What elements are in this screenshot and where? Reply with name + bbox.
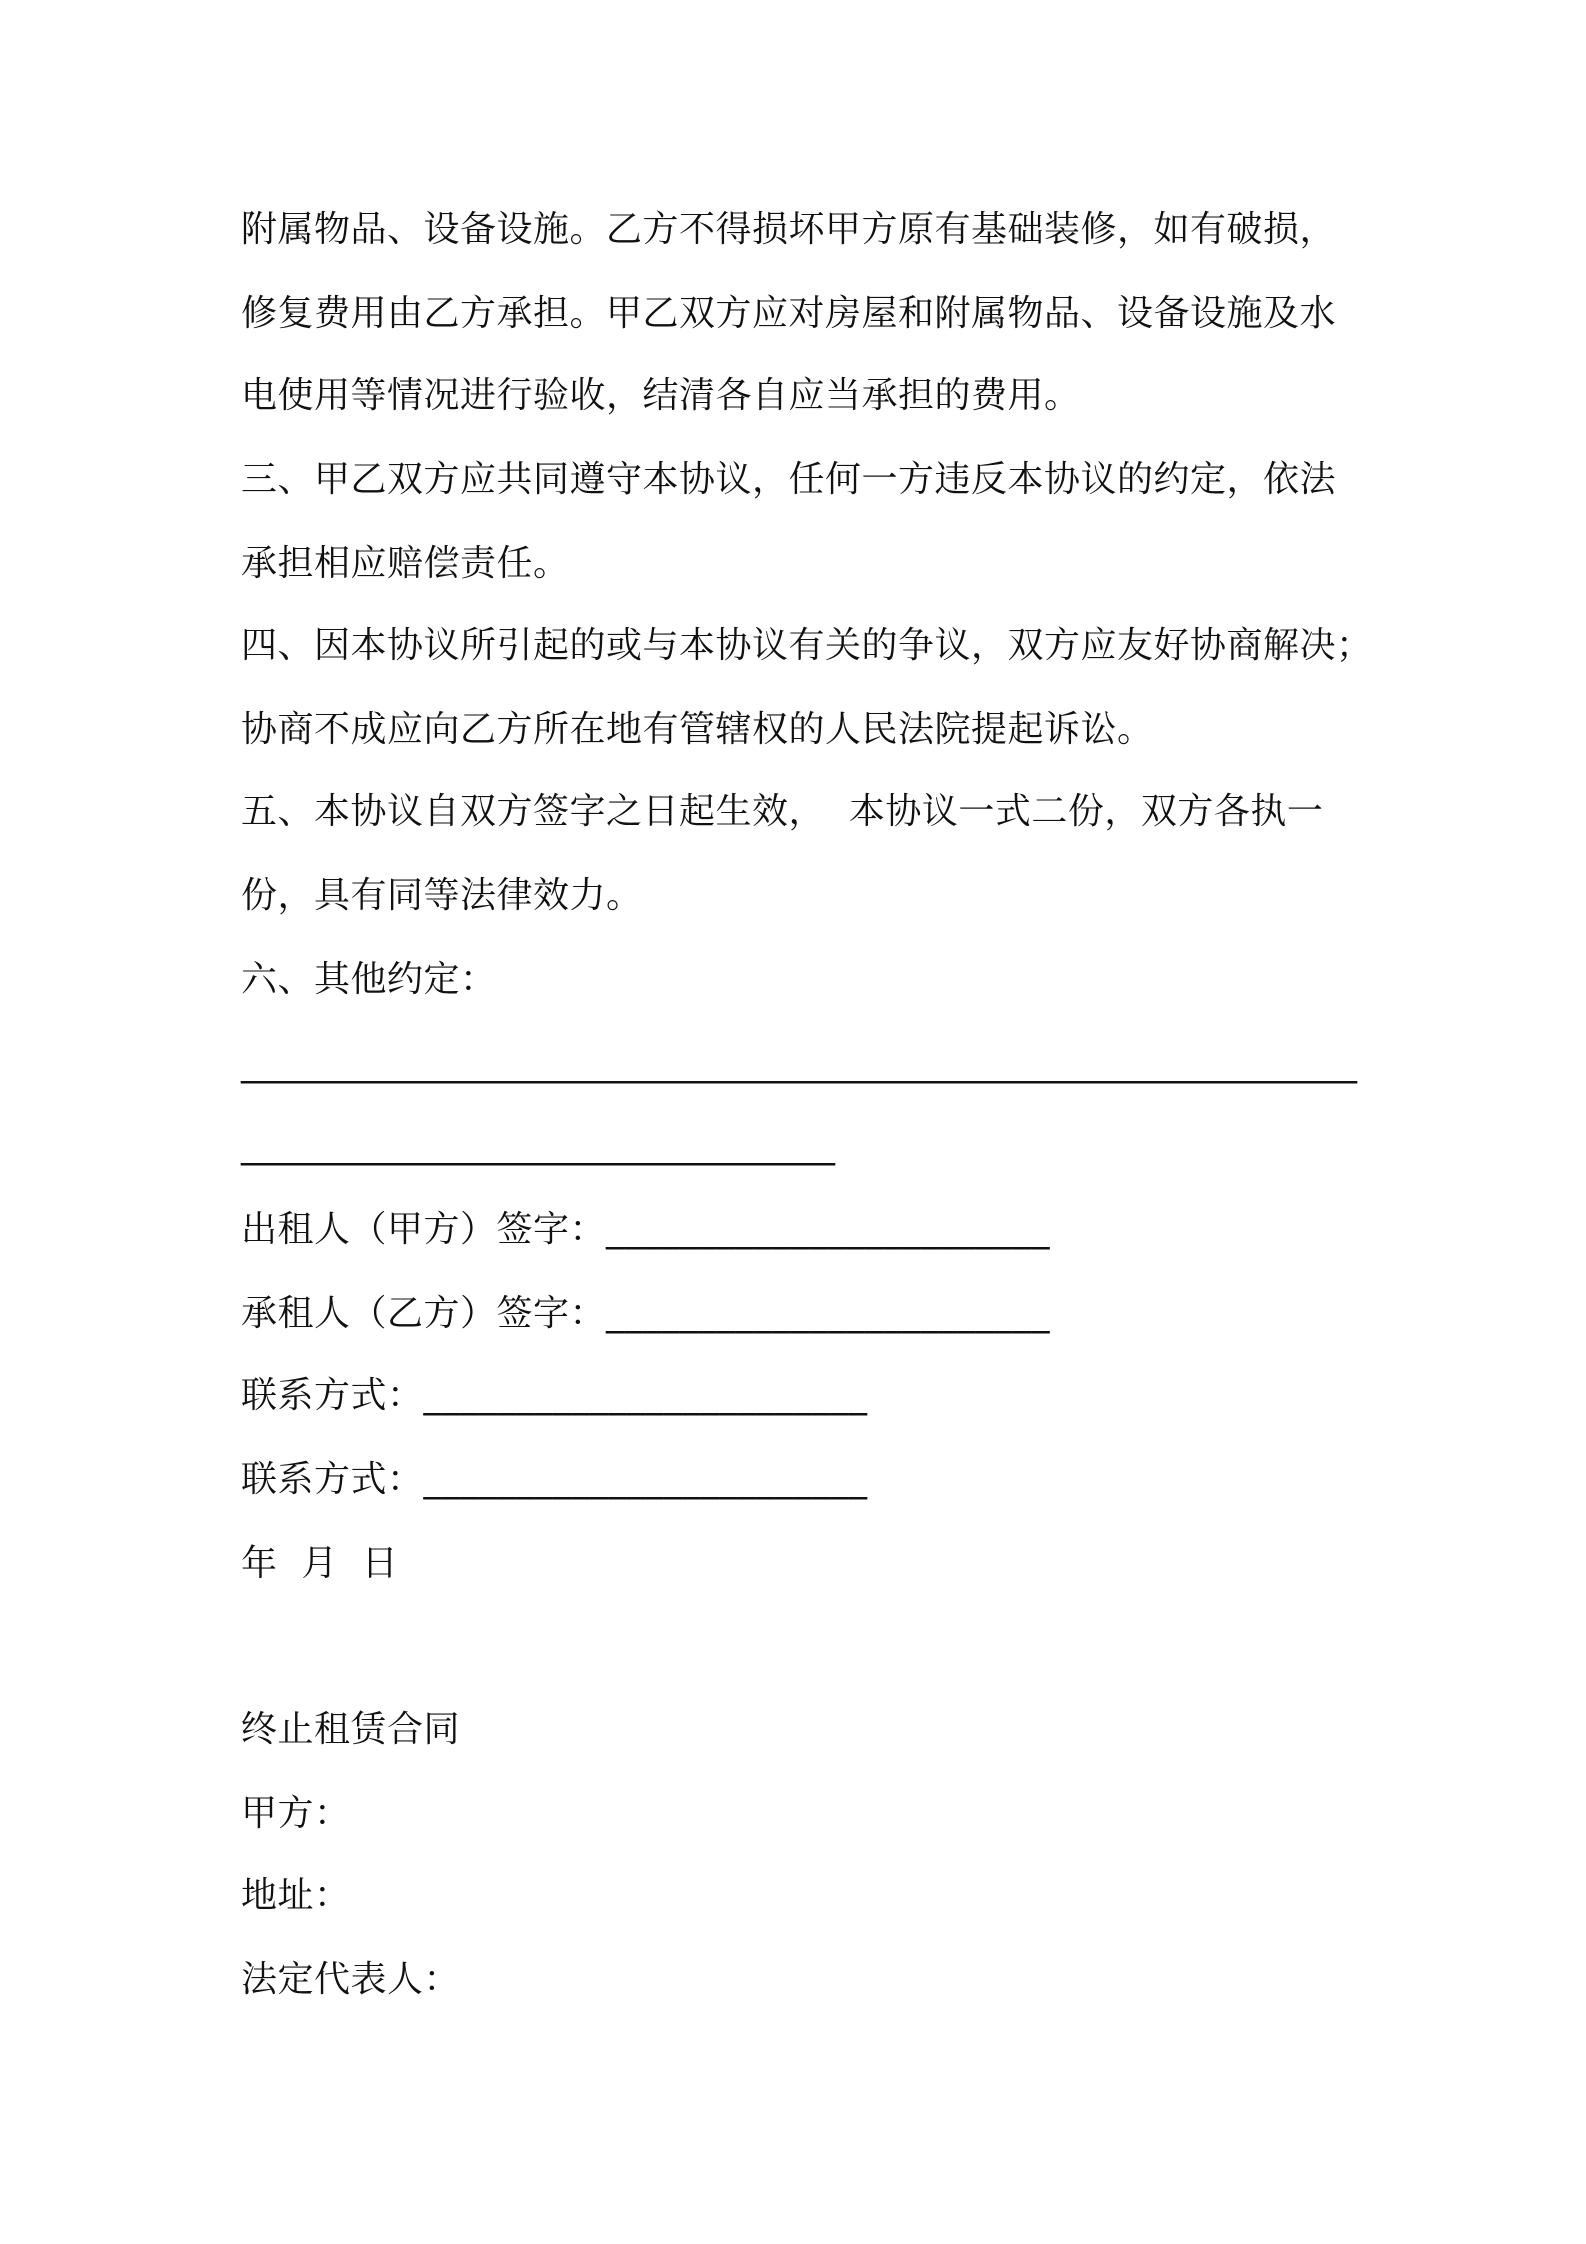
lessor-signature-field: 出租人（甲方）签字：________________________ [241,1209,1051,1250]
legal-representative-label: 法定代表人： [241,1959,461,2000]
clause-five-line: 份，具有同等法律效力。 [241,875,643,916]
contact-field: 联系方式：________________________ [241,1459,868,1500]
address-label: 地址： [241,1875,351,1916]
paragraph-line: 电使用等情况进行验收，结清各自应当承担的费用。 [241,375,1081,416]
clause-four-line: 四、因本协议所引起的或与本协议有关的争议，双方应友好协商解决； [241,625,1373,666]
other-terms-blank-line: ______________________________________________________________ [241,1043,1357,1084]
paragraph-line: 附属物品、设备设施。乙方不得损坏甲方原有基础装修，如有破损， [241,209,1337,250]
paragraph-line: 修复费用由乙方承担。甲乙双方应对房屋和附属物品、设备设施及水 [241,293,1337,334]
party-a-label: 甲方： [241,1793,351,1834]
clause-five-line: 五、本协议自双方签字之日起生效， 本协议一式二份，双方各执一 [241,791,1324,832]
clause-six-heading: 六、其他约定： [241,959,497,1000]
clause-four-line: 协商不成应向乙方所在地有管辖权的人民法院提起诉讼。 [241,709,1154,750]
date-line: 年 月 日 [241,1543,399,1584]
lessee-signature-field: 承租人（乙方）签字：________________________ [241,1293,1051,1334]
clause-three-line: 三、甲乙双方应共同遵守本协议，任何一方违反本协议的约定，依法 [241,459,1337,500]
section-title: 终止租赁合同 [241,1709,461,1750]
other-terms-blank-line: _________________________________ [241,1125,835,1166]
contact-field: 联系方式：________________________ [241,1375,868,1416]
clause-three-line: 承担相应赔偿责任。 [241,543,570,584]
